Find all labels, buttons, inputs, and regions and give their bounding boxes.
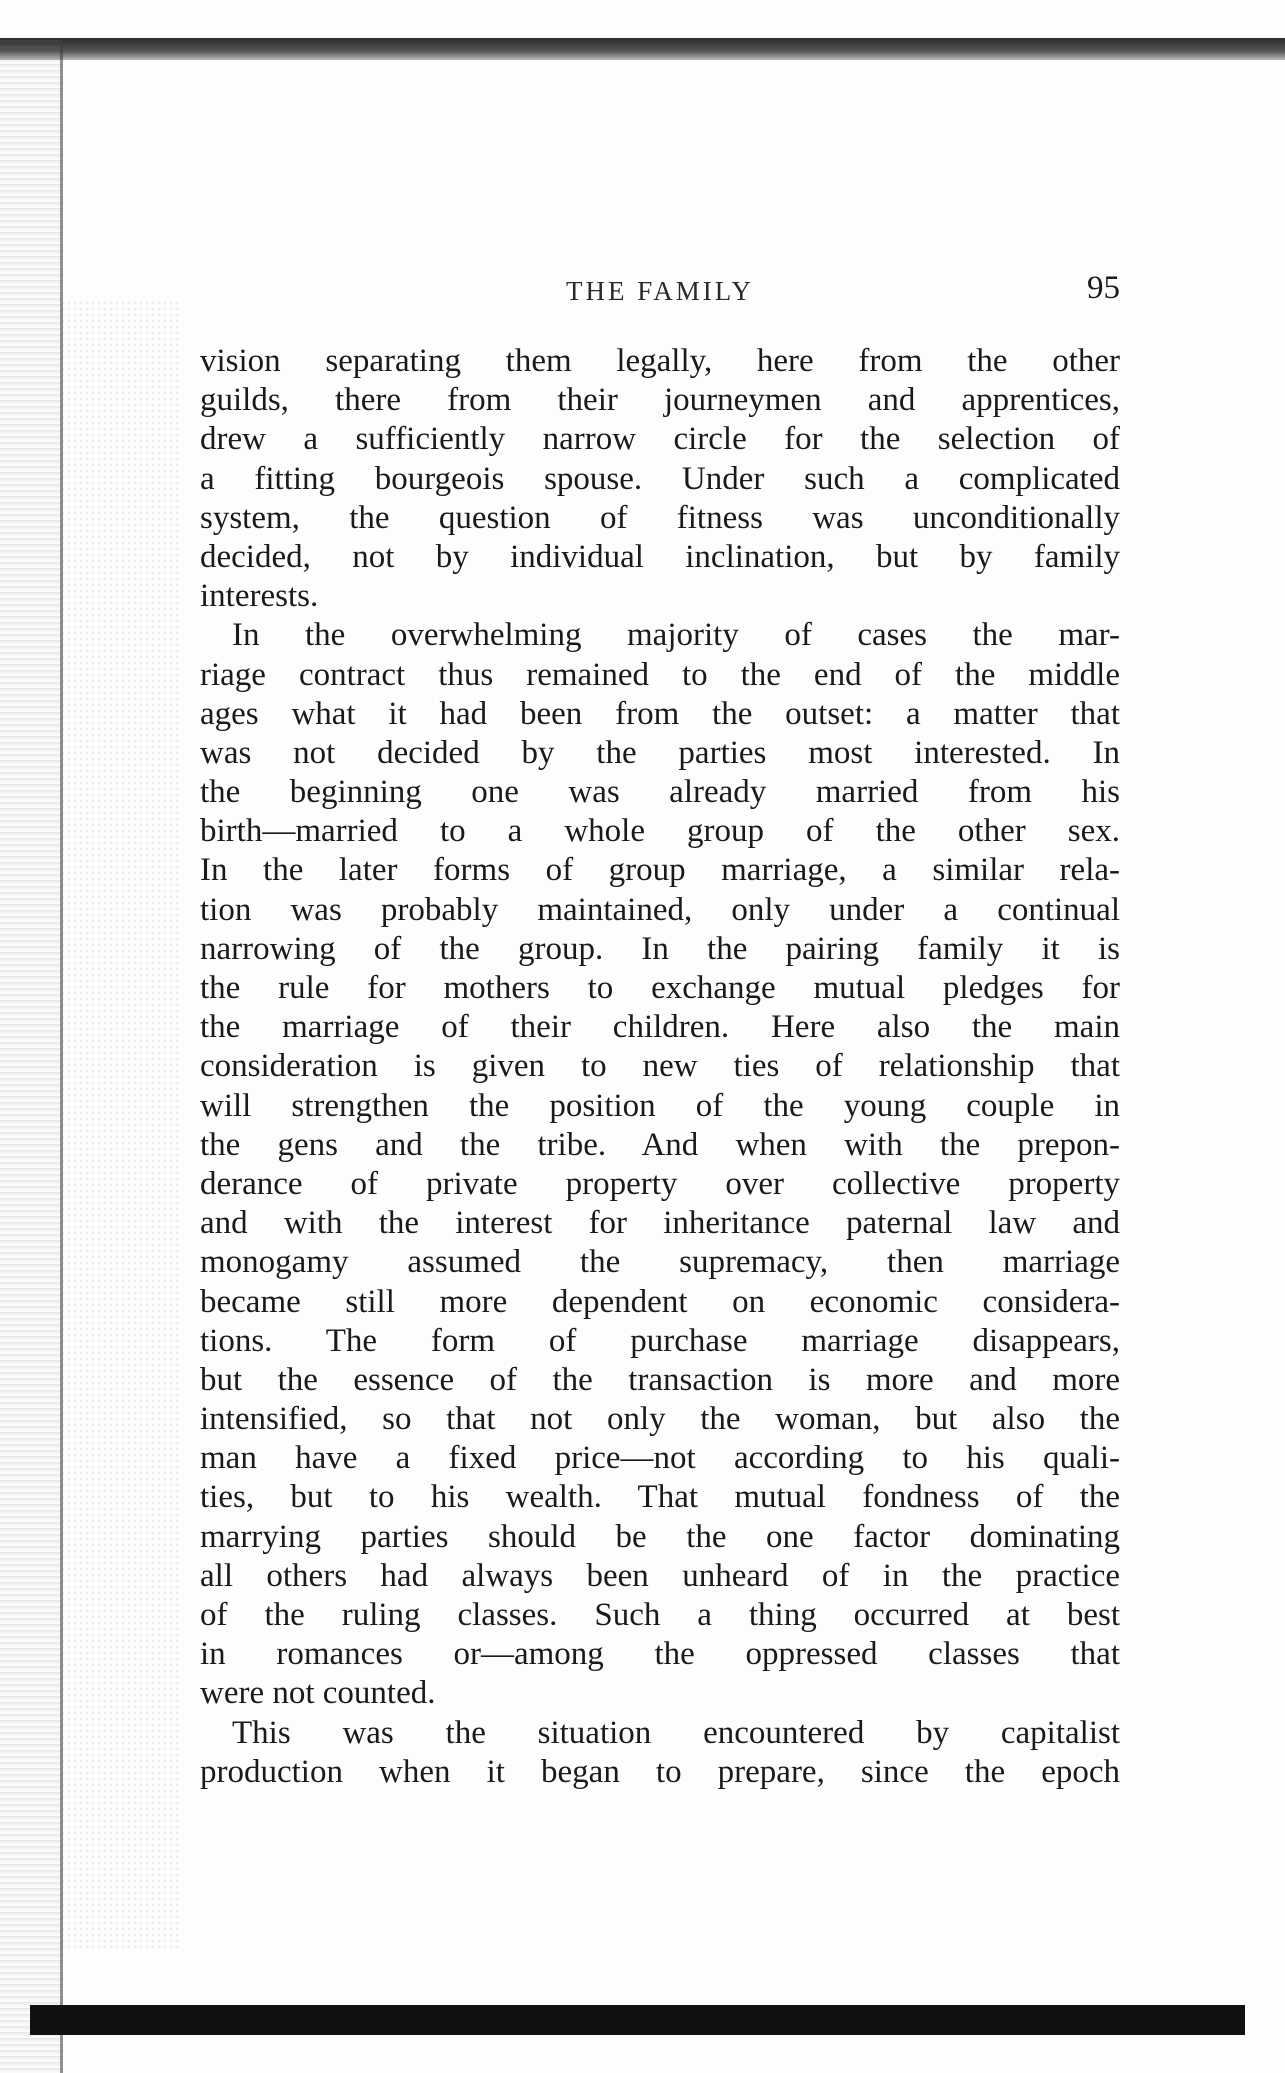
text-line: the gens and the tribe. And when with the prepon- (200, 1126, 1120, 1163)
paragraph-start-line: This was the situation encountered by capitalist (232, 1714, 1120, 1751)
text-line: vision separating them legally, here from the other (200, 343, 1120, 379)
paragraph-start-line: In the overwhelming majority of cases the mar- (232, 617, 1120, 654)
text-line: monogamy assumed the supremacy, then marriage (200, 1244, 1120, 1281)
text-line: production when it began to prepare, since the epoch (200, 1753, 1120, 1790)
text-line: but the essence of the transaction is more and more (200, 1361, 1120, 1398)
text-line: a fitting bourgeois spouse. Under such a complicated (200, 460, 1120, 497)
paragraph-end-line: interests. (200, 578, 319, 615)
text-line: in romances or—among the oppressed classes that (200, 1636, 1120, 1673)
text-line: system, the question of fitness was unconditionally (200, 499, 1120, 536)
text-line: ages what it had been from the outset: a matter that (200, 695, 1120, 732)
text-line: marrying parties should be the one factor dominating (200, 1518, 1120, 1555)
scan-noise (60, 300, 180, 1950)
text-line: and with the interest for inheritance paternal law and (200, 1205, 1120, 1242)
bottom-scan-edge (30, 2005, 1245, 2035)
running-title: THE FAMILY (565, 276, 755, 306)
top-scan-edge (0, 38, 1285, 60)
text-line: guilds, there from their journeymen and apprentices, (200, 382, 1120, 419)
text-line: became still more dependent on economic considera- (200, 1283, 1120, 1320)
text-line: was not decided by the parties most interested. In (200, 734, 1120, 771)
text-line: man have a fixed price—not according to his quali- (200, 1440, 1120, 1477)
body-text (200, 342, 1120, 1792)
text-line: consideration is given to new ties of relationship that (200, 1048, 1120, 1085)
text-line: will strengthen the position of the young couple in (200, 1087, 1120, 1124)
text-line: the rule for mothers to exchange mutual pledges for (200, 970, 1120, 1006)
paragraph-end-line: were not counted. (200, 1675, 436, 1712)
text-line: In the later forms of group marriage, a similar rela- (200, 852, 1120, 889)
text-line: narrowing of the group. In the pairing family it is (200, 930, 1120, 967)
text-line: tions. The form of purchase marriage disappears, (200, 1322, 1120, 1359)
text-line: the beginning one was already married from his (200, 774, 1120, 811)
text-line: intensified, so that not only the woman, but also the (200, 1401, 1120, 1438)
text-line: drew a sufficiently narrow circle for the selection of (200, 421, 1120, 458)
text-line: the marriage of their children. Here also the main (200, 1009, 1120, 1046)
text-line: ties, but to his wealth. That mutual fondness of the (200, 1479, 1120, 1516)
text-line: of the ruling classes. Such a thing occurred at best (200, 1597, 1120, 1633)
left-binding-edge (0, 40, 63, 2073)
text-line: tion was probably maintained, only under a continual (200, 891, 1120, 928)
text-line: riage contract thus remained to the end of the middle (200, 656, 1120, 693)
text-line: birth—married to a whole group of the other sex. (200, 813, 1120, 850)
running-header (200, 270, 1120, 314)
text-line: derance of private property over collective property (200, 1165, 1120, 1202)
text-line: all others had always been unheard of in the practice (200, 1557, 1120, 1594)
page-number: 95 (1087, 270, 1120, 306)
text-line: decided, not by individual inclination, but by family (200, 538, 1120, 575)
